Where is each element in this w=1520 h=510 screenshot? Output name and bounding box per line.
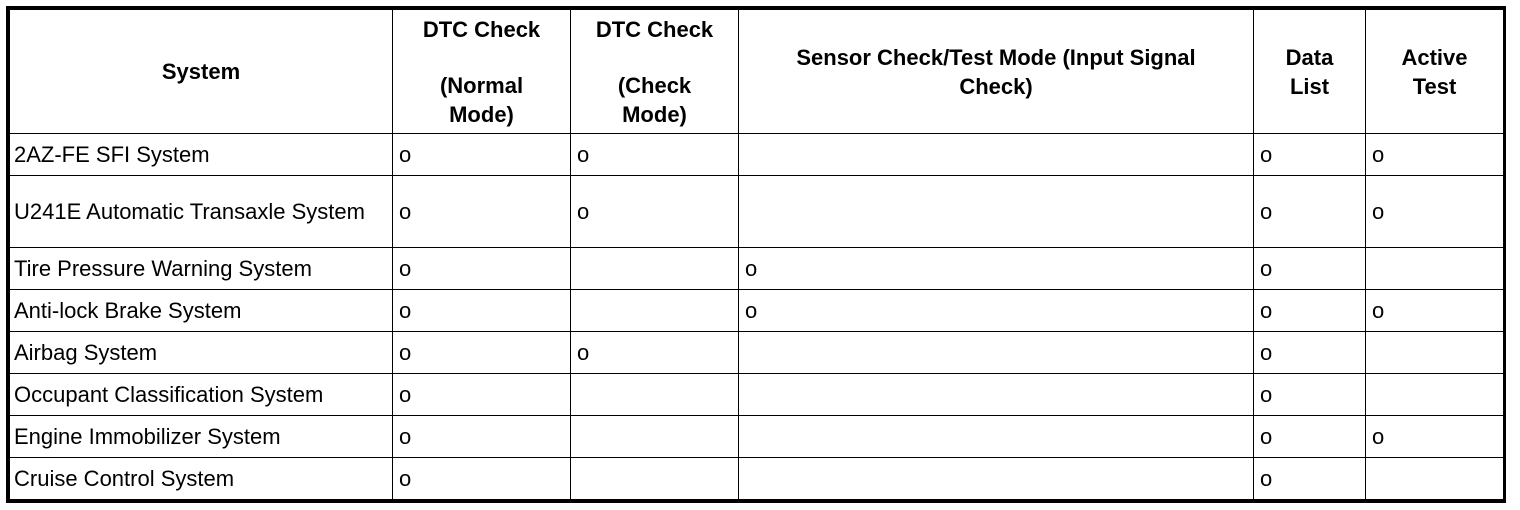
header-dtc-normal-line2: (Normal — [439, 72, 524, 98]
header-data-list-line2: List — [1289, 73, 1330, 99]
sensor-check-cell — [739, 374, 1254, 416]
header-row — [10, 10, 1504, 134]
dtc-check-cell — [571, 458, 739, 500]
dtc-check-cell — [571, 374, 739, 416]
active-test-cell — [1366, 374, 1504, 416]
active-test-cell: o — [1366, 134, 1504, 176]
header-active-test-line2: Test — [1412, 73, 1457, 99]
dtc-normal-cell: o — [393, 248, 571, 290]
system-cell: Cruise Control System — [10, 458, 393, 500]
header-dtc-check-normal — [393, 10, 571, 134]
data-list-cell: o — [1254, 458, 1366, 500]
dtc-normal-cell: o — [393, 134, 571, 176]
header-gap — [571, 44, 738, 71]
header-dtc-normal-line3: Mode) — [449, 101, 514, 127]
header-dtc-check-line3: Mode) — [622, 101, 687, 127]
header-dtc-check-check — [571, 10, 739, 134]
header-sensor-line1: Sensor Check/Test Mode (Input Signal — [796, 44, 1196, 70]
sensor-check-cell: o — [739, 248, 1254, 290]
header-active-test-line1: Active — [1401, 44, 1468, 70]
dtc-normal-cell: o — [393, 176, 571, 248]
data-list-cell: o — [1254, 332, 1366, 374]
system-cell: Engine Immobilizer System — [10, 416, 393, 458]
sensor-check-cell — [739, 458, 1254, 500]
header-dtc-normal-line1: DTC Check — [422, 16, 541, 42]
dtc-check-cell: o — [571, 176, 739, 248]
table-row — [10, 458, 1504, 500]
active-test-cell — [1366, 332, 1504, 374]
header-sensor-check — [739, 10, 1254, 134]
system-cell: 2AZ-FE SFI System — [10, 134, 393, 176]
active-test-cell: o — [1366, 290, 1504, 332]
table-row — [10, 290, 1504, 332]
active-test-cell — [1366, 458, 1504, 500]
data-list-cell: o — [1254, 176, 1366, 248]
table-row — [10, 176, 1504, 248]
active-test-cell: o — [1366, 416, 1504, 458]
header-system — [10, 10, 393, 134]
dtc-normal-cell: o — [393, 458, 571, 500]
system-cell: Tire Pressure Warning System — [10, 248, 393, 290]
header-dtc-check-line2: (Check — [617, 72, 692, 98]
dtc-check-cell — [571, 290, 739, 332]
header-sensor-line2: Check) — [959, 73, 1033, 99]
dtc-normal-cell: o — [393, 290, 571, 332]
table-row — [10, 248, 1504, 290]
diagnostic-function-table-frame — [6, 6, 1506, 503]
data-list-cell: o — [1254, 248, 1366, 290]
dtc-check-cell — [571, 248, 739, 290]
sensor-check-cell — [739, 134, 1254, 176]
sensor-check-cell — [739, 176, 1254, 248]
data-list-cell: o — [1254, 416, 1366, 458]
table-row — [10, 416, 1504, 458]
system-cell: Occupant Classification System — [10, 374, 393, 416]
sensor-check-cell — [739, 416, 1254, 458]
header-gap — [393, 44, 570, 71]
dtc-check-cell: o — [571, 332, 739, 374]
sensor-check-cell — [739, 332, 1254, 374]
dtc-normal-cell: o — [393, 332, 571, 374]
table-row — [10, 134, 1504, 176]
system-cell: Airbag System — [10, 332, 393, 374]
dtc-check-cell: o — [571, 134, 739, 176]
data-list-cell: o — [1254, 134, 1366, 176]
table-row — [10, 332, 1504, 374]
sensor-check-cell: o — [739, 290, 1254, 332]
dtc-check-cell — [571, 416, 739, 458]
header-data-list-line1: Data — [1285, 44, 1334, 70]
active-test-cell: o — [1366, 176, 1504, 248]
table-row — [10, 374, 1504, 416]
header-system-label: System — [161, 59, 241, 84]
system-cell: U241E Automatic Transaxle System — [10, 176, 393, 248]
system-cell: Anti-lock Brake System — [10, 290, 393, 332]
active-test-cell — [1366, 248, 1504, 290]
diagnostic-function-table — [9, 9, 1504, 500]
data-list-cell: o — [1254, 290, 1366, 332]
header-active-test — [1366, 10, 1504, 134]
dtc-normal-cell: o — [393, 416, 571, 458]
data-list-cell: o — [1254, 374, 1366, 416]
header-dtc-check-line1: DTC Check — [595, 16, 714, 42]
header-data-list — [1254, 10, 1366, 134]
dtc-normal-cell: o — [393, 374, 571, 416]
